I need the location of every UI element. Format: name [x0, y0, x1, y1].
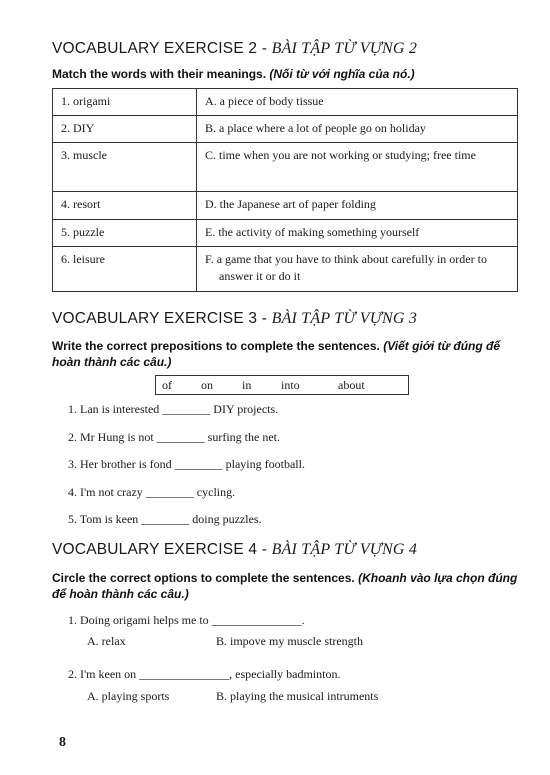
exercise-4-instruction [52, 570, 522, 602]
option-a[interactable]: A. relax [87, 634, 126, 648]
sentence-item: 2. Mr Hung is not ________ surfing the net. [68, 430, 280, 444]
matching-table [52, 88, 518, 292]
meaning-cell [197, 247, 518, 292]
word-bank [155, 375, 409, 395]
exercise-4-title-vn: BÀI TẬP TỪ VỰNG 4 [271, 541, 418, 558]
word-cell: 2. DIY [53, 116, 197, 143]
sentence-item: 5. Tom is keen ________ doing puzzles. [68, 512, 262, 526]
question-stem: 2. I'm keen on _______________, especially badminton. [68, 667, 341, 681]
meaning-cell [197, 116, 518, 143]
table-row [53, 143, 518, 192]
option-a[interactable]: A. playing sports [87, 689, 170, 703]
question-stem: 1. Doing origami helps me to _______________. [68, 613, 305, 627]
meaning-text: D. the Japanese art of paper folding [205, 197, 376, 211]
word-bank-item: into [281, 378, 300, 392]
word-cell: 6. leisure [53, 247, 197, 292]
exercise-3-instruction-vn: (Viết giới từ đúng để hoàn thành các câu.) [52, 339, 501, 369]
meaning-cell [197, 220, 518, 247]
meaning-text: F. a game that you have to think about carefully in order to answer it or do it [205, 252, 487, 283]
exercise-3-title-vn: BÀI TẬP TỪ VỰNG 3 [271, 310, 418, 327]
table-row [53, 220, 518, 247]
meaning-text: C. time when you are not working or studying; free time [205, 148, 476, 162]
exercise-2-instruction-en: Match the words with their meanings. [52, 67, 270, 81]
word-cell: 5. puzzle [53, 220, 197, 247]
word-cell: 1. origami [53, 89, 197, 116]
meaning-text: B. a place where a lot of people go on holiday [205, 121, 426, 135]
page-number: 8 [59, 735, 66, 750]
exercise-3-title [52, 310, 417, 328]
table-row [53, 192, 518, 220]
word-bank-item: on [201, 378, 213, 392]
exercise-2-title-en: VOCABULARY EXERCISE 2 - [52, 40, 272, 57]
table-row [53, 247, 518, 292]
exercise-3-instruction-en: Write the correct prepositions to complete the sentences. [52, 339, 384, 353]
exercise-2-instruction-vn: (Nối từ với nghĩa của nó.) [269, 67, 415, 81]
exercise-4-instruction-en: Circle the correct options to complete the sentences. [52, 571, 359, 585]
word-cell: 4. resort [53, 192, 197, 220]
meaning-text: E. the activity of making something yourself [205, 225, 420, 239]
exercise-4-title-en: VOCABULARY EXERCISE 4 - [52, 541, 272, 558]
sentence-item: 4. I'm not crazy ________ cycling. [68, 485, 236, 499]
word-bank-item: about [338, 378, 365, 392]
table-row [53, 89, 518, 116]
meaning-text: A. a piece of body tissue [205, 94, 324, 108]
word-bank-item: of [162, 378, 172, 392]
meaning-cell [197, 143, 518, 192]
exercise-3-title-en: VOCABULARY EXERCISE 3 - [52, 310, 272, 327]
table-row [53, 116, 518, 143]
exercise-2-title-vn: BÀI TẬP TỪ VỰNG 2 [271, 40, 418, 57]
exercise-2-title [52, 40, 417, 58]
sentence-item: 3. Her brother is fond ________ playing football. [68, 457, 305, 471]
exercise-4-instruction-vn: (Khoanh vào lựa chọn đúng để hoàn thành các câu.) [52, 571, 518, 601]
option-b[interactable]: B. playing the musical intruments [216, 689, 379, 703]
exercise-2-instruction [52, 66, 522, 82]
option-b[interactable]: B. impove my muscle strength [216, 634, 363, 648]
sentence-item: 1. Lan is interested ________ DIY projects. [68, 402, 279, 416]
exercise-4-title [52, 541, 417, 559]
exercise-3-instruction [52, 338, 522, 370]
meaning-cell [197, 192, 518, 220]
meaning-cell [197, 89, 518, 116]
word-bank-item: in [242, 378, 252, 392]
word-cell: 3. muscle [53, 143, 197, 192]
